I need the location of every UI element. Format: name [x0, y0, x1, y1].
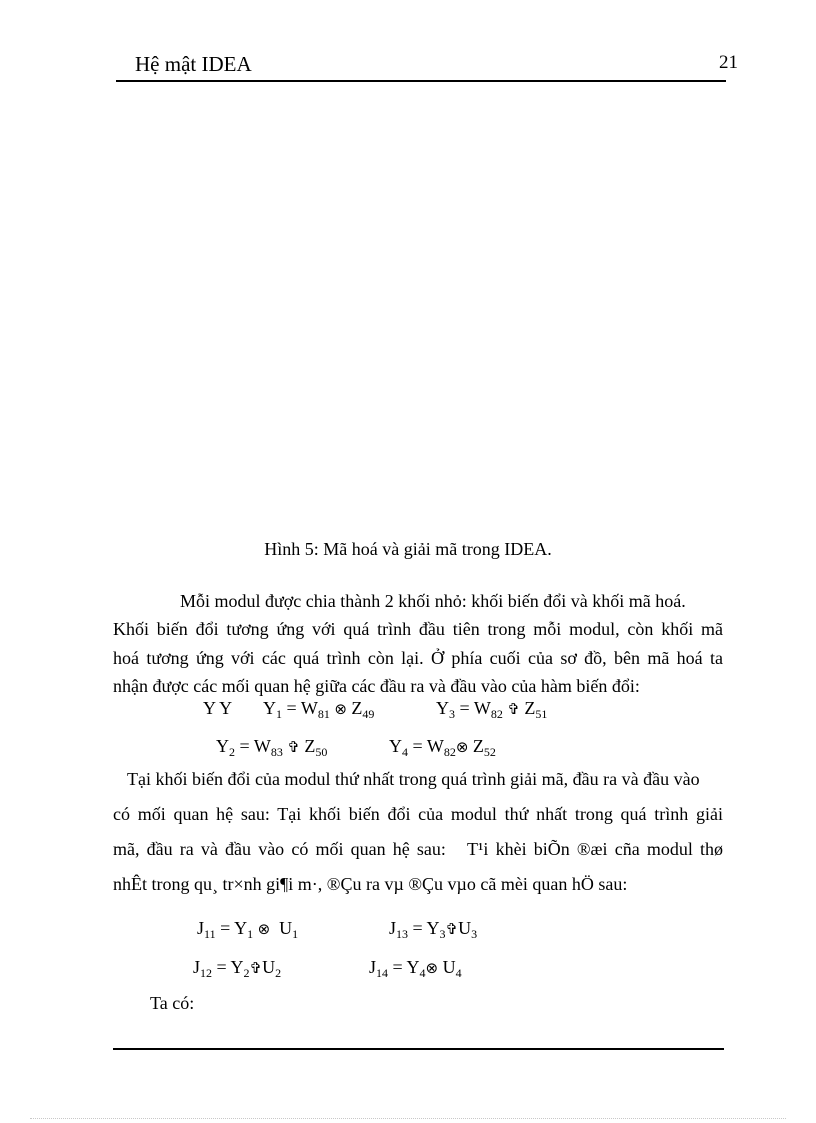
equation-prefix: Y Y	[203, 698, 233, 718]
otimes-icon: ⊗	[334, 700, 347, 718]
page-number: 21	[719, 52, 738, 73]
footer-rule	[113, 1048, 724, 1050]
page-edge-dots	[30, 1118, 786, 1119]
equation-y4: $Y_4$ = $W_{82}\otimes$ $Z_{52}$	[389, 736, 496, 759]
equation-j13: $J_{13}$ = $Y_3✞U_3$	[389, 918, 478, 941]
equation-y1: $Y_1 = W_{81}$ ⊗ $Z_{49}$	[263, 698, 375, 721]
paragraph-1-line-2: Khối biến đổi tương ứng với quá trình đầu tiên trong mỗi modul, còn khối mã	[113, 619, 723, 639]
equation-y3: $Y_3 = W_{82}$ ✞ $Z_{51}$	[436, 698, 548, 721]
equation-y2: $Y_2 = W_{83}$ ✞ $Z_{50}$	[216, 736, 328, 759]
paragraph-2-line-4: nhÊt trong qu¸ tr×nh gi¶i m·, ®Çu ra vµ ®Çu vµo cã mèi quan hÖ sau:	[113, 874, 628, 894]
paragraph-1-line-3: hoá tương ứng với các quá trình còn lại. Ở phía cuối của sơ đồ, bên mã hoá ta	[113, 648, 723, 668]
header-rule	[116, 80, 726, 82]
closing-text: Ta có:	[150, 993, 195, 1013]
figure-caption: Hình 5: Mã hoá và giải mã trong IDEA.	[264, 539, 552, 559]
header-title: Hệ mật IDEA	[135, 52, 252, 76]
plus-mod-icon: ✞	[507, 700, 520, 718]
plus-mod-icon: ✞	[445, 920, 459, 938]
plus-mod-icon: ✞	[249, 959, 263, 977]
paragraph-2-line-3: mã, đầu ra và đầu vào có mối quan hệ sau: T¹i khèi biÕn ®æi cña modul thø	[113, 839, 723, 859]
plus-mod-icon: ✞	[287, 738, 300, 756]
otimes-icon: ⊗	[257, 920, 271, 938]
equation-j11: $J_{11} = Y_1$ ⊗ $U_1$	[197, 918, 299, 941]
paragraph-1-line-1: Mỗi modul được chia thành 2 khối nhỏ: khối biến đổi và khối mã hoá.	[180, 591, 686, 611]
paragraph-1-line-4: nhận được các mối quan hệ giữa các đầu ra và đầu vào của hàm biến đổi:	[113, 676, 640, 696]
paragraph-2-line-1: Tại khối biến đổi của modul thứ nhất trong quá trình giải mã, đầu ra và đầu vào	[127, 769, 700, 789]
equation-j12: $J_{12}$ = $Y_2✞U_2$	[193, 957, 282, 980]
paragraph-2-line-2: có mối quan hệ sau: Tại khối biến đổi của modul thứ nhất trong quá trình giải	[113, 804, 723, 824]
equation-j14: $J_{14}$ = $Y_4\otimes$ $U_4$	[369, 957, 462, 980]
otimes-icon: ⊗	[425, 959, 439, 977]
otimes-icon: ⊗	[455, 738, 469, 756]
